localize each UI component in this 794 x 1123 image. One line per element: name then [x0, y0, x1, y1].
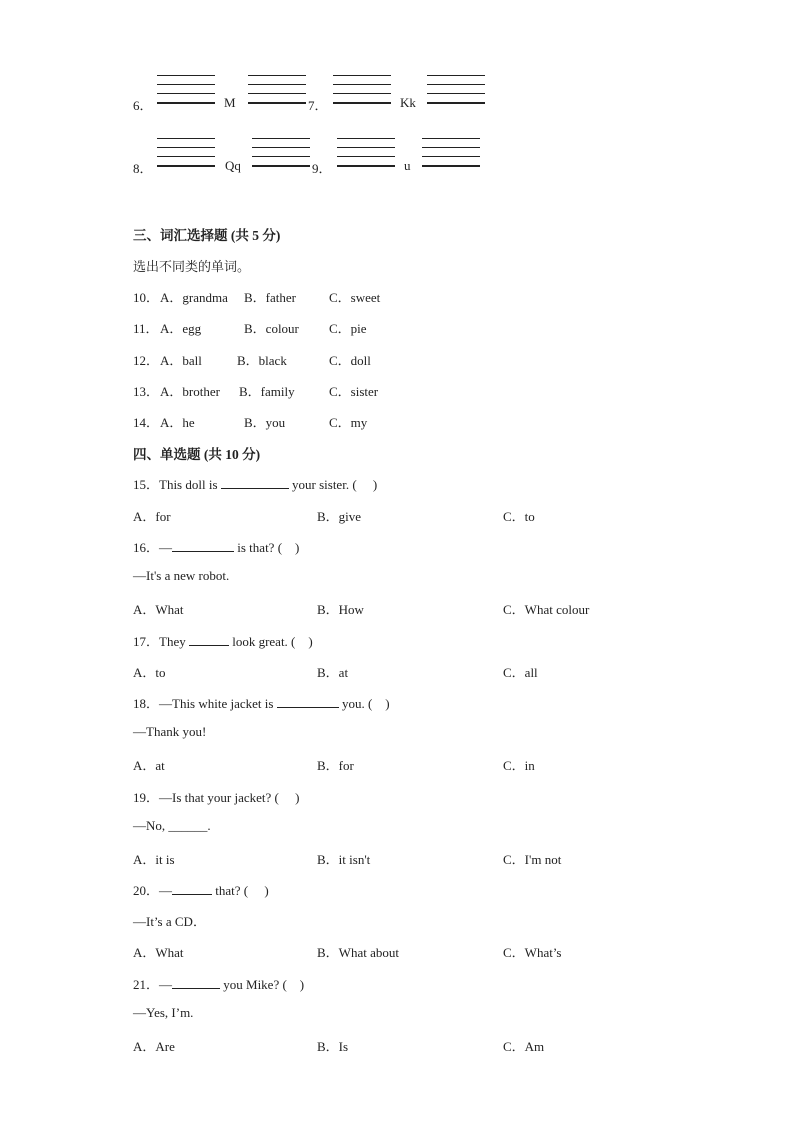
option-c[interactable]: C．What colour: [503, 602, 590, 617]
option-a[interactable]: A．grandma: [160, 290, 228, 305]
option-c[interactable]: C．my: [329, 415, 368, 430]
question-text: 16．—: [133, 540, 173, 555]
question-text: you Mike? ( ): [220, 977, 305, 992]
option-c[interactable]: C．I'm not: [503, 852, 562, 867]
option-b[interactable]: B．black: [237, 353, 287, 368]
item-number-8: 8．: [133, 161, 153, 176]
option-c[interactable]: C．sweet: [329, 290, 381, 305]
writing-lines: [157, 75, 215, 103]
dialogue-reply: —It’s a CD．: [133, 914, 206, 929]
answer-blank[interactable]: [189, 633, 229, 646]
question-text: 17．They: [133, 634, 189, 649]
letter-prompt: u: [404, 158, 411, 173]
answer-blank[interactable]: [172, 976, 220, 989]
writing-lines: [337, 138, 395, 166]
option-c[interactable]: C．pie: [329, 321, 367, 336]
option-b[interactable]: B．What about: [317, 945, 399, 960]
writing-lines: [248, 75, 306, 103]
option-b[interactable]: B．family: [239, 384, 295, 399]
question-text: your sister. ( ): [288, 477, 378, 492]
option-a[interactable]: A．it is: [133, 852, 175, 867]
question-number: 12．: [133, 353, 160, 368]
question-stem: [133, 974, 304, 993]
question-stem: [133, 474, 377, 493]
section-title: 四、单选题 (共 10 分): [133, 447, 261, 462]
question-stem: [133, 693, 390, 712]
option-c[interactable]: C．What’s: [503, 945, 562, 960]
question-text: 21．—: [133, 977, 173, 992]
writing-lines: [157, 138, 215, 166]
question-stem: [133, 787, 299, 806]
writing-lines: [427, 75, 485, 103]
question-text: 20．—: [133, 883, 173, 898]
option-b[interactable]: B．at: [317, 665, 349, 680]
option-b[interactable]: B．How: [317, 602, 364, 617]
question-text: 15．This doll is: [133, 477, 221, 492]
letter-prompt: Qq: [225, 158, 241, 173]
letter-prompt: Kk: [400, 95, 416, 110]
option-a[interactable]: A．he: [160, 415, 195, 430]
dialogue-reply: —No, ______.: [133, 818, 211, 833]
letter-prompt: M: [224, 95, 236, 110]
option-a[interactable]: A．What: [133, 945, 184, 960]
option-a[interactable]: A．to: [133, 665, 166, 680]
question-text: 18．—This white jacket is: [133, 696, 277, 711]
option-c[interactable]: C．to: [503, 509, 535, 524]
question-number: 14．: [133, 415, 160, 430]
section-title: 三、词汇选择题 (共 5 分): [133, 228, 281, 243]
option-b[interactable]: B．for: [317, 758, 354, 773]
question-stem: [133, 880, 269, 899]
question-text: you. ( ): [338, 696, 390, 711]
answer-blank[interactable]: [172, 882, 212, 895]
question-text: look great. ( ): [228, 634, 313, 649]
writing-lines: [252, 138, 310, 166]
answer-blank[interactable]: [221, 476, 289, 489]
option-b[interactable]: B．Is: [317, 1039, 349, 1054]
answer-blank[interactable]: [172, 539, 234, 552]
question-number: 11．: [133, 321, 159, 336]
option-b[interactable]: B．give: [317, 509, 362, 524]
section-instruction: 选出不同类的单词。: [133, 259, 251, 274]
option-a[interactable]: A．Are: [133, 1039, 175, 1054]
option-b[interactable]: B．it isn't: [317, 852, 371, 867]
question-number: 10．: [133, 290, 160, 305]
option-c[interactable]: C．all: [503, 665, 538, 680]
writing-lines: [333, 75, 391, 103]
option-a[interactable]: A．brother: [160, 384, 220, 399]
option-a[interactable]: A．for: [133, 509, 171, 524]
option-b[interactable]: B．you: [244, 415, 286, 430]
dialogue-reply: —Yes, I’m.: [133, 1005, 194, 1020]
dialogue-reply: —Thank you!: [133, 724, 207, 739]
answer-blank[interactable]: [277, 695, 339, 708]
option-c[interactable]: C．sister: [329, 384, 379, 399]
option-a[interactable]: A．ball: [160, 353, 202, 368]
item-number-9: 9．: [312, 161, 332, 176]
question-stem: [133, 537, 299, 556]
item-number-6: 6．: [133, 98, 153, 113]
option-c[interactable]: C．doll: [329, 353, 371, 368]
question-text: that? ( ): [212, 883, 269, 898]
question-stem: [133, 631, 313, 650]
question-text: 19．—Is that your jacket? ( ): [133, 790, 300, 805]
dialogue-reply: —It's a new robot.: [133, 568, 230, 583]
item-number-7: 7．: [308, 98, 328, 113]
option-b[interactable]: B．colour: [244, 321, 299, 336]
question-number: 13．: [133, 384, 160, 399]
option-a[interactable]: A．What: [133, 602, 184, 617]
option-b[interactable]: B．father: [244, 290, 296, 305]
option-a[interactable]: A．egg: [160, 321, 202, 336]
writing-lines: [422, 138, 480, 166]
option-c[interactable]: C．in: [503, 758, 535, 773]
option-a[interactable]: A．at: [133, 758, 165, 773]
option-c[interactable]: C．Am: [503, 1039, 545, 1054]
question-text: is that? ( ): [234, 540, 300, 555]
